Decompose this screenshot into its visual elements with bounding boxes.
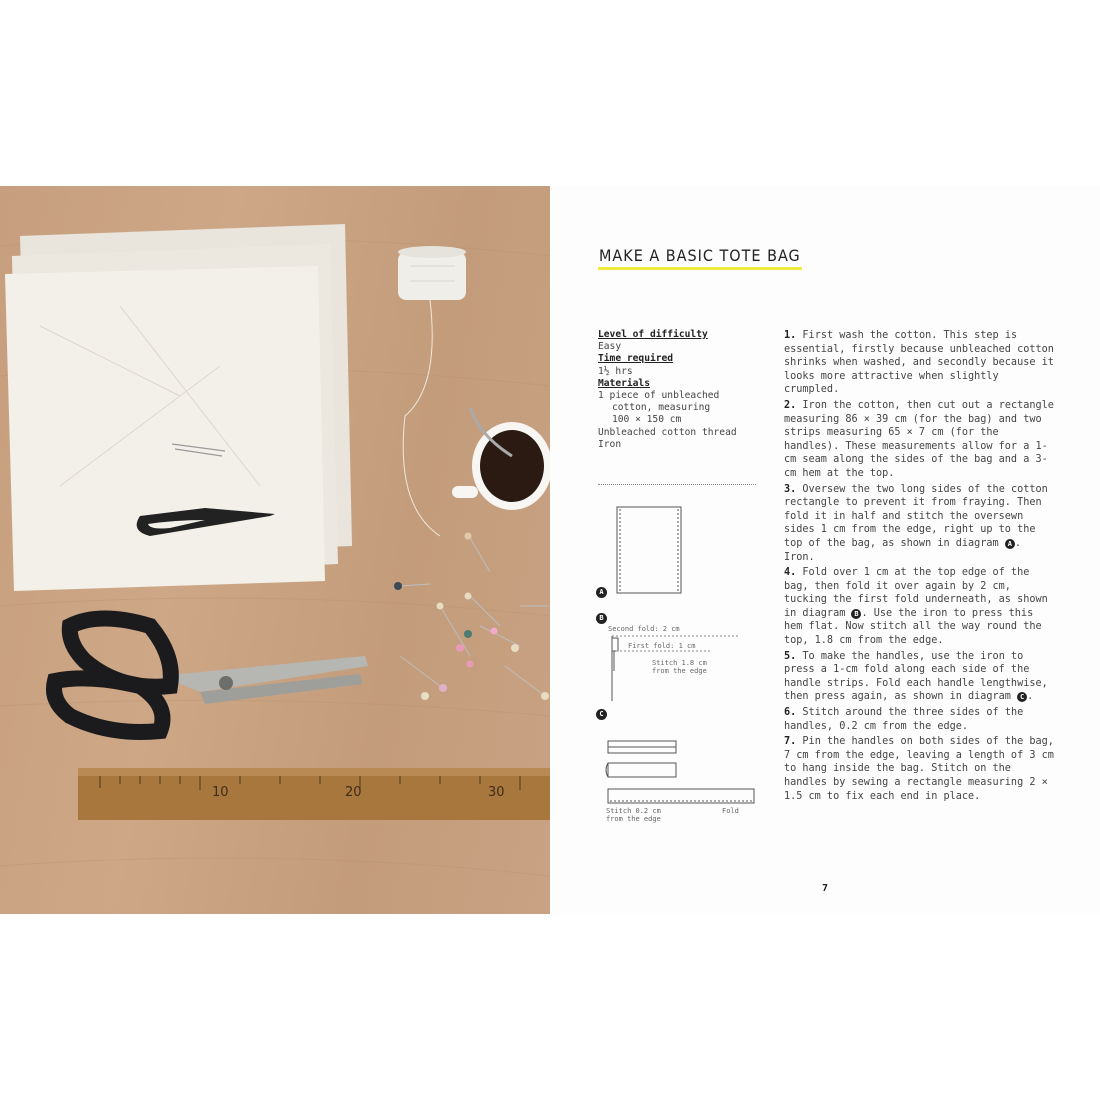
ruler-label: 20	[345, 785, 362, 800]
difficulty-label: Level of difficulty	[598, 329, 708, 340]
page-number: 7	[822, 883, 829, 894]
pin-heads-icon	[394, 533, 549, 701]
stitch-18-label: Stitch 1.8 cm	[652, 659, 707, 667]
ruler-label: 30	[488, 785, 505, 800]
diagram-ref-a: A	[1005, 539, 1015, 549]
diagram-c-badge: C	[596, 709, 607, 720]
page-title: MAKE A BASIC TOTE BAG	[598, 246, 802, 270]
difficulty-value: Easy	[598, 341, 622, 353]
diagram-ref-b: B	[851, 609, 861, 619]
book-spread	[0, 186, 1100, 914]
second-fold-label: Second fold: 2 cm	[608, 625, 680, 633]
instruction-steps	[784, 329, 1054, 805]
diagram-ref-c: C	[1017, 692, 1027, 702]
step-4: 4. Fold over 1 cm at the top edge of the bag, then fold it over again by 2 cm, tucking the first fold underneath, as shown in diagram B . Use the iron to press this hem flat. Now stitch all the way round the top, 1.8 cm from the edge.	[784, 567, 1048, 647]
materials-item: Iron	[598, 438, 622, 450]
time-label: Time required	[598, 353, 674, 365]
instructions-page	[550, 186, 1100, 914]
step-2: 2. Iron the cotton, then cut out a rectangle measuring 86 × 39 cm (for the bag) and two strips measuring 65 × 7 cm (for the handles). These measurements allow for a 1-cm seam along the sides of the bag and a 3-cm hem at the top.	[784, 399, 1054, 479]
diagram-b-badge: B	[596, 613, 607, 624]
pinking-shears-icon	[54, 619, 368, 733]
pins-icon	[400, 538, 548, 696]
first-fold-label: First fold: 1 cm	[628, 642, 696, 650]
materials-item: Unbleached cotton thread	[598, 426, 737, 438]
stitch-18-label-line2: from the edge	[652, 667, 707, 675]
diagram-a-badge: A	[596, 587, 607, 598]
fabric-stack-icon	[5, 224, 352, 591]
step-6: 6. Stitch around the three sides of the handles, 0.2 cm from the edge.	[784, 707, 1024, 732]
step-5: 5. To make the handles, use the iron to press a 1-cm fold along each side of the handle strips. Fold each handle lengthwise, then press again, as shown in diagram C .	[784, 650, 1048, 703]
diagrams	[590, 501, 770, 841]
coffee-cup-icon	[452, 408, 550, 510]
divider	[598, 484, 756, 485]
step-7: 7. Pin the handles on both sides of the bag, 7 cm from the edge, leaving a length of 3 cm to hang inside the bag. Stitch on the handles by sewing a rectangle measuring 2 × 1.5 cm to fix each end in place.	[784, 736, 1054, 802]
time-value: 1½ hrs	[598, 365, 633, 377]
materials-photo	[0, 186, 550, 914]
materials-item: 100 × 150 cm	[612, 414, 682, 426]
stitch-02-label-line2: from the edge	[606, 815, 661, 823]
materials-item: 1 piece of unbleached	[598, 390, 720, 402]
project-meta	[598, 329, 758, 451]
fold-label: Fold	[722, 807, 739, 815]
ruler-label: 10	[212, 785, 229, 800]
wooden-ruler-icon	[78, 768, 550, 820]
photo-illustration	[0, 186, 550, 914]
step-3: 3. Oversew the two long sides of the cotton rectangle to prevent it from fraying. Then fold it in half and stitch the oversewn sides 1 cm from the edge, right up to the top of the bag, as shown in diagram A . Iron.	[784, 483, 1048, 563]
materials-item: cotton, measuring	[612, 402, 711, 414]
materials-label: Materials	[598, 377, 650, 389]
stitch-02-label: Stitch 0.2 cm	[606, 807, 661, 815]
step-1: 1. First wash the cotton. This step is essential, firstly because unbleached cotton shrinks when washed, and secondly because it looks more attractive when slightly crumpled.	[784, 330, 1054, 396]
